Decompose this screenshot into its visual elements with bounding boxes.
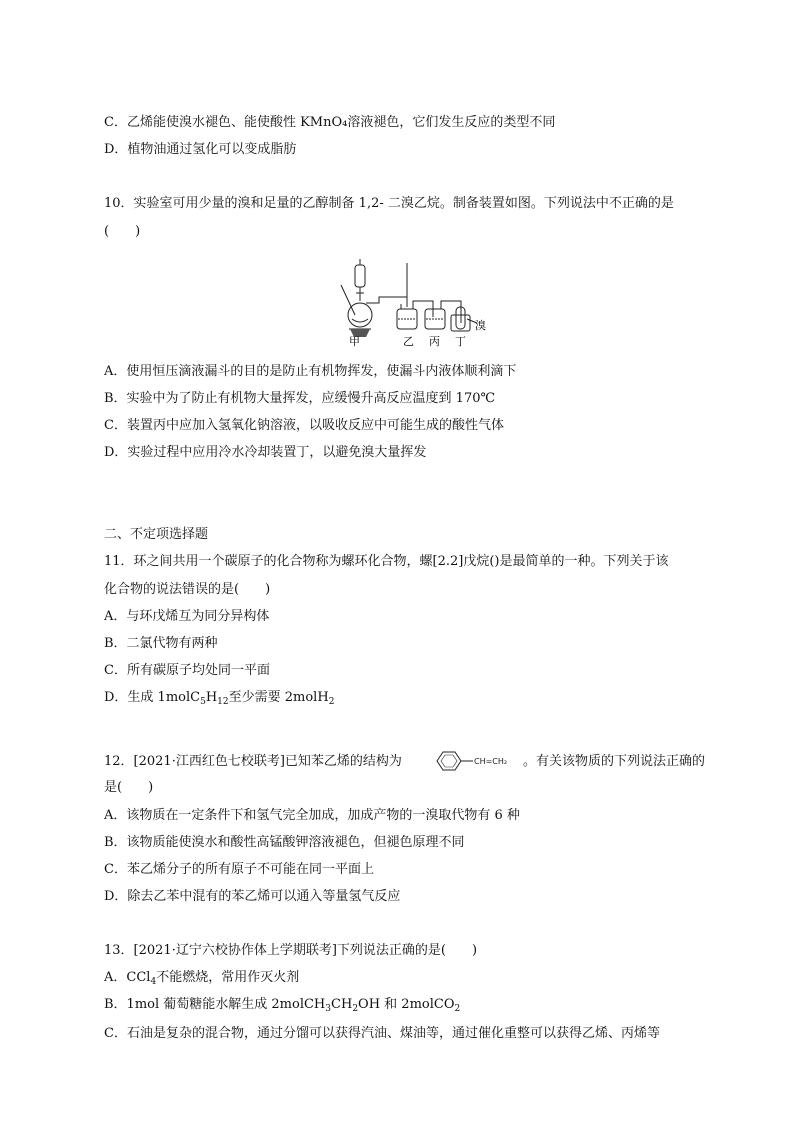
section-title: 二、不定项选择题: [104, 527, 209, 542]
q10-option-a: A．使用恒压滴液漏斗的目的是防止有机物挥发，使漏斗内液体顺利滴下: [104, 364, 517, 379]
styrene-structure: [433, 748, 521, 774]
thermometer: [341, 285, 355, 315]
label-bing: 丙: [429, 335, 440, 348]
q12-stem-line1-pre: 12．[2021·江西红色七校联考]已知苯乙烯的结构为: [104, 754, 402, 769]
q12-option-d: D．除去乙苯中混有的苯乙烯可以通入等量氢气反应: [104, 889, 401, 904]
q12-option-b: B．该物质能使溴水和酸性高锰酸钾溶液褪色，但褪色原理不同: [104, 835, 465, 850]
q11-option-c: C．所有碳原子均处同一平面: [104, 663, 270, 678]
q11-stem-line2: 化合物的说法错误的是( ): [104, 582, 271, 597]
q10-option-b: B．实验中为了防止有机物大量挥发，应缓慢升高反应温度到 170℃: [104, 391, 496, 406]
q11-stem-line1: 11．环之间共用一个碳原子的化合物称为螺环化合物，螺[2.2]戊烷()是最简单的一种。下列关于该: [104, 554, 669, 569]
label-jia: 甲: [349, 335, 360, 348]
q10-stem-line1: 10．实验室可用少量的溴和足量的乙醇制备 1,2- 二溴乙烷。制备装置如图。下列说法中不正确的是: [104, 196, 674, 211]
q12-stem-line2: 是( ): [104, 780, 154, 795]
q13-option-c: C．石油是复杂的混合物，通过分馏可以获得汽油、煤油等，通过催化重整可以获得乙烯、丙烯等: [104, 1026, 660, 1041]
dropping-funnel: [355, 265, 365, 287]
q13-stem: 13．[2021·辽宁六校协作体上学期联考]下列说法正确的是( ): [104, 943, 478, 958]
q10-apparatus-figure: [331, 257, 487, 349]
q12-option-c: C．苯乙烯分子的所有原子不可能在同一平面上: [104, 862, 374, 877]
q10-option-c: C．装置丙中应加入氢氧化钠溶液，以吸收反应中可能生成的酸性气体: [104, 418, 504, 433]
q13-option-b: B．1mol 葡萄糖能水解生成 $2molCH_3CH_2OH$ 和 2molCO$_2$: [104, 997, 461, 1014]
label-xiu: 溴: [475, 319, 486, 332]
q13-option-a: A．CCl$_4$不能燃烧，常用作灭火剂: [104, 970, 300, 987]
q11-option-b: B．二氯代物有两种: [104, 636, 218, 651]
label-yi: 乙: [403, 335, 414, 348]
q12-option-a: A．该物质在一定条件下和氢气完全加成，加成产物的一溴取代物有 6 种: [104, 808, 520, 823]
q11-option-a: A．与环戊烯互为同分异构体: [104, 609, 270, 624]
q11-option-d: D．生成 $1molC_5H_{12}$至少需要 2molH$_2$: [104, 690, 335, 707]
q10-option-d: D．实验过程中应用冷水冷却装置丁，以避免溴大量挥发: [104, 445, 427, 460]
q12-stem-line1-post: 。有关该物质的下列说法正确的: [523, 754, 706, 769]
q10-stem-line2: ( ): [104, 224, 141, 239]
label-ding: 丁: [455, 335, 466, 348]
q9-option-c: C．乙烯能使溴水褪色、能使酸性 KMnO₄溶液褪色，它们发生反应的类型不同: [104, 115, 556, 130]
flask-jia: [348, 303, 372, 327]
styrene-label: CH=CH₂: [474, 757, 508, 766]
q9-option-d: D．植物油通过氢化可以变成脂肪: [104, 142, 297, 157]
